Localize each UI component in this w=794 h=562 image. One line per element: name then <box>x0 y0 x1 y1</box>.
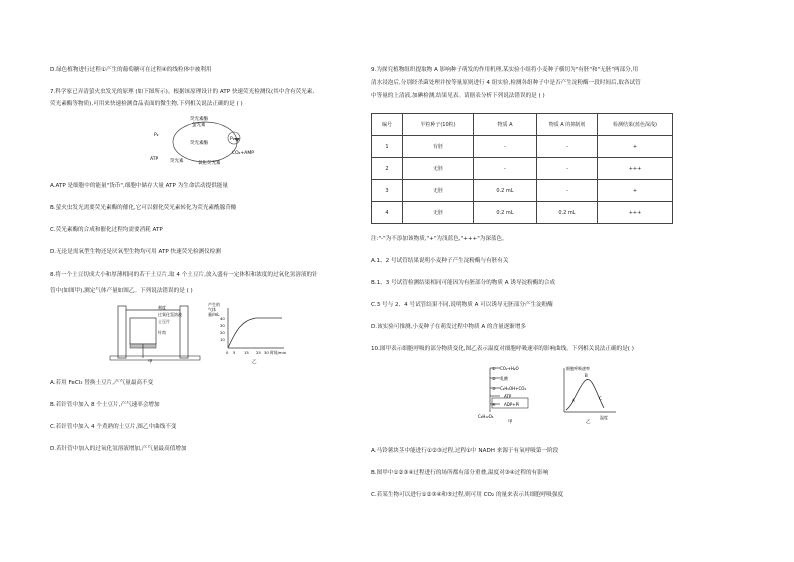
header-result: 检测结果(蓝色深浅) <box>598 114 673 136</box>
path-2-num: ② <box>492 376 496 381</box>
q8-option-a: A.若用 FeCl₃ 替换土豆片,产气量最高不变 <box>50 380 154 386</box>
cell: 0.2 mL <box>474 180 537 202</box>
product-ethanol: C₂H₅OH+CO₂ <box>500 386 527 391</box>
cell: 2 <box>372 158 403 180</box>
table-row <box>372 202 673 224</box>
fig1-bot-label2: 氧化荧光素 <box>198 161 221 166</box>
label-h2o2: 过氧化氢溶液 <box>158 312 182 317</box>
q8-stem-line2: 管中(如图甲),测定气体产量如图乙。下列说法错误的是 ( ) <box>50 288 193 294</box>
q6-option-d: D.绿色植物进行过程①产生的葡萄糖可在过程④的线粒体中被利用 <box>50 67 212 73</box>
xtick-5: 5 <box>233 350 236 355</box>
x-axis-label: 温度 <box>600 415 608 420</box>
fig1-right-label: CO₂+AMP <box>232 151 254 156</box>
caption-right: 乙 <box>252 360 257 364</box>
q10-option-c: C.若某生物可以进行①②③④和⑤过程,则可用 CO₂ 的量来表示其细胞呼吸强度 <box>371 492 564 498</box>
label-scale: 刻度 <box>158 305 166 310</box>
q9-option-d: D.该实验可推测,小麦种子在萌发过程中物质 A 的含量逐渐增多 <box>371 324 527 330</box>
product-lactate: 乳酸 <box>500 376 508 381</box>
q9-option-b: B.1、3 号试管检测结果相同可能因为有胚部分的物质 A 诱导淀粉酶的合成 <box>371 280 556 286</box>
path-1-num: ① <box>492 366 496 371</box>
q7-option-b: B.萤火虫发光需要荧光素酶的催化,它可以催化荧光素转化为荧光素酰腺苷酸 <box>50 205 237 211</box>
q10-option-b: B.图甲中①②③④过程进行的场所都有部分重叠,温度对③④过程的有影响 <box>371 470 549 476</box>
y-label-2: 气体 <box>208 307 216 312</box>
label-barrel: 针筒 <box>158 330 166 335</box>
cell: +++ <box>598 202 673 224</box>
x-unit: 时间/min <box>270 350 287 355</box>
ytick-10: 10 <box>220 337 225 342</box>
fig1-atp-label: ATP <box>150 157 159 162</box>
point-b: B <box>585 373 588 378</box>
fig1-top-label1: 荧光素酶 <box>190 117 208 122</box>
table-row <box>372 180 673 202</box>
q7-option-c: C.荧光素酶的合成和催化过程均需要消耗 ATP <box>50 227 163 233</box>
table-note: 注:"-"为不添加该物质,"+"为浅蓝色,"+++"为深蓝色。 <box>371 236 508 242</box>
pp-circle-label: P₂ <box>230 137 235 142</box>
ytick-40: 40 <box>220 316 225 321</box>
xtick-30: 30 <box>264 350 269 355</box>
q9-option-c: C.3 号与 2、4 号试管结果不同,说明物质 A 可以诱导无胚部分产生淀粉酶 <box>371 302 553 308</box>
y-unit: 量/mL <box>208 312 220 317</box>
cell: + <box>598 180 673 202</box>
ytick-30: 30 <box>220 323 225 328</box>
fig1-top-label2: 萤光素 <box>192 123 206 128</box>
fig1-mid-label: 荧光素酶 <box>190 141 208 146</box>
q10-stem: 10.图甲表示细胞呼吸的部分物质变化,图乙表示温度对细胞呼吸速率的影响曲线。下列相关说法正确的是( ) <box>371 346 634 352</box>
point-a: A <box>572 398 575 403</box>
cell: - <box>537 136 598 158</box>
q8-option-c: C.若针管中加入 4 个煮熟的土豆片,图乙中曲线不变 <box>50 424 177 430</box>
label-potato: 土豆片 <box>158 319 170 324</box>
table-header-row <box>372 114 673 136</box>
cell: + <box>598 136 673 158</box>
q9-stem-line2: 清水浸泡后,分别经杀菌处理并按等量原则进行 4 组实验,检测各组种子中是否产生淀粉酶一段时间后,取各试管 <box>371 80 641 86</box>
cell: 无胚 <box>403 202 474 224</box>
header-substance-a: 物质 A <box>474 114 537 136</box>
fig1-left-top: P₂ <box>154 133 159 138</box>
q8-option-d: D.若针管中加入的过氧化氢溶液增加,产气量最高值增加 <box>50 446 187 452</box>
q8-option-b: B.若针管中加入 8 个土豆片,产气速率会增加 <box>50 402 160 408</box>
point-c: C <box>599 396 602 401</box>
cell: 1 <box>372 136 403 158</box>
firefly-cycle-diagram <box>150 112 260 172</box>
q8-stem-line1: 8.将一个土豆切成大小和厚薄相同的若干土豆片,取 4 个土豆片,放入盛有一定体积和浓度的过氧化氢溶液的针 <box>50 272 318 278</box>
header-inhibitor: 物质 A 的抑制剂 <box>537 114 598 136</box>
path-4-num: ④ <box>492 402 496 407</box>
q9-option-a: A.1、2 号试管结果说明小麦种子产生淀粉酶与有胚有关 <box>371 258 509 264</box>
y-label-1: 产生的 <box>208 302 220 307</box>
xtick-0: 0 <box>226 350 229 355</box>
caption-left: 甲 <box>148 360 153 364</box>
table-row <box>372 136 673 158</box>
gas-production-chart <box>208 300 288 364</box>
header-id: 编号 <box>372 114 403 136</box>
q7-stem-line2: 荧光素酶等物质),可用来快速检测食品表面的微生物,下列相关说法正确的是 ( ) <box>50 101 243 107</box>
experiment-table <box>371 113 673 224</box>
cell: 无胚 <box>403 180 474 202</box>
q7-stem-line1: 7.科学家已弄清萤火虫发光的原理 (如下图所示)。根据该原理设计的 ATP 快速荧光检测仪(其中含有荧光素、 <box>50 89 318 95</box>
cell: 4 <box>372 202 403 224</box>
cell: 0.2 mL <box>537 202 598 224</box>
product-adp: ADP+Pi <box>504 402 520 407</box>
ytick-20: 20 <box>220 330 225 335</box>
cell: 3 <box>372 180 403 202</box>
path-3-num: ③ <box>492 386 496 391</box>
cell: 无胚 <box>403 158 474 180</box>
cell: - <box>474 158 537 180</box>
caption-right: 乙 <box>586 420 591 424</box>
temperature-curve-chart <box>558 362 618 424</box>
cell: - <box>537 158 598 180</box>
cell: 0.2 mL <box>474 202 537 224</box>
cell: 有胚 <box>403 136 474 158</box>
table-row <box>372 158 673 180</box>
cell: - <box>474 136 537 158</box>
xtick-15: 15 <box>244 350 249 355</box>
q9-stem-line3: 中等量的上清液,加碘检测,结果见表。请据表分析下列说法错误的是 ( ) <box>371 93 545 99</box>
xtick-25: 25 <box>256 350 261 355</box>
fig1-bot-label1: 荧光素 <box>170 159 184 164</box>
respiration-pathway-diagram <box>478 362 558 424</box>
syringe-apparatus-diagram <box>108 300 208 364</box>
caption-left: 甲 <box>508 420 513 424</box>
q10-option-a: A.马铃薯块茎中能进行①②③过程,过程①中 NADH 来源于有氧呼吸第一阶段 <box>371 448 559 454</box>
y-axis-label: 细胞呼吸速率 <box>566 366 590 371</box>
product-co2-h2o: CO₂+H₂O <box>500 366 519 371</box>
q7-option-a: A.ATP 是细胞中的能量"货币",细胞中储存大量 ATP 为生命活动提供能量 <box>50 183 228 189</box>
cell: +++ <box>598 158 673 180</box>
glucose-label: C₆H₁₂O₆ <box>478 414 494 419</box>
q9-stem-line1: 9.为探究植物组织提取物 A 影响种子萌发的作用机理,某实验小组将小麦种子横切为"有胚"和"无胚"两部分,用 <box>371 67 639 73</box>
q7-option-d: D.无论是需氧型生物还是厌氧型生物均可用 ATP 快速荧光检测仪检测 <box>50 249 221 255</box>
cell: - <box>537 180 598 202</box>
header-seed: 半粒种子(10粒) <box>403 114 474 136</box>
product-atp: ATP <box>504 394 512 399</box>
